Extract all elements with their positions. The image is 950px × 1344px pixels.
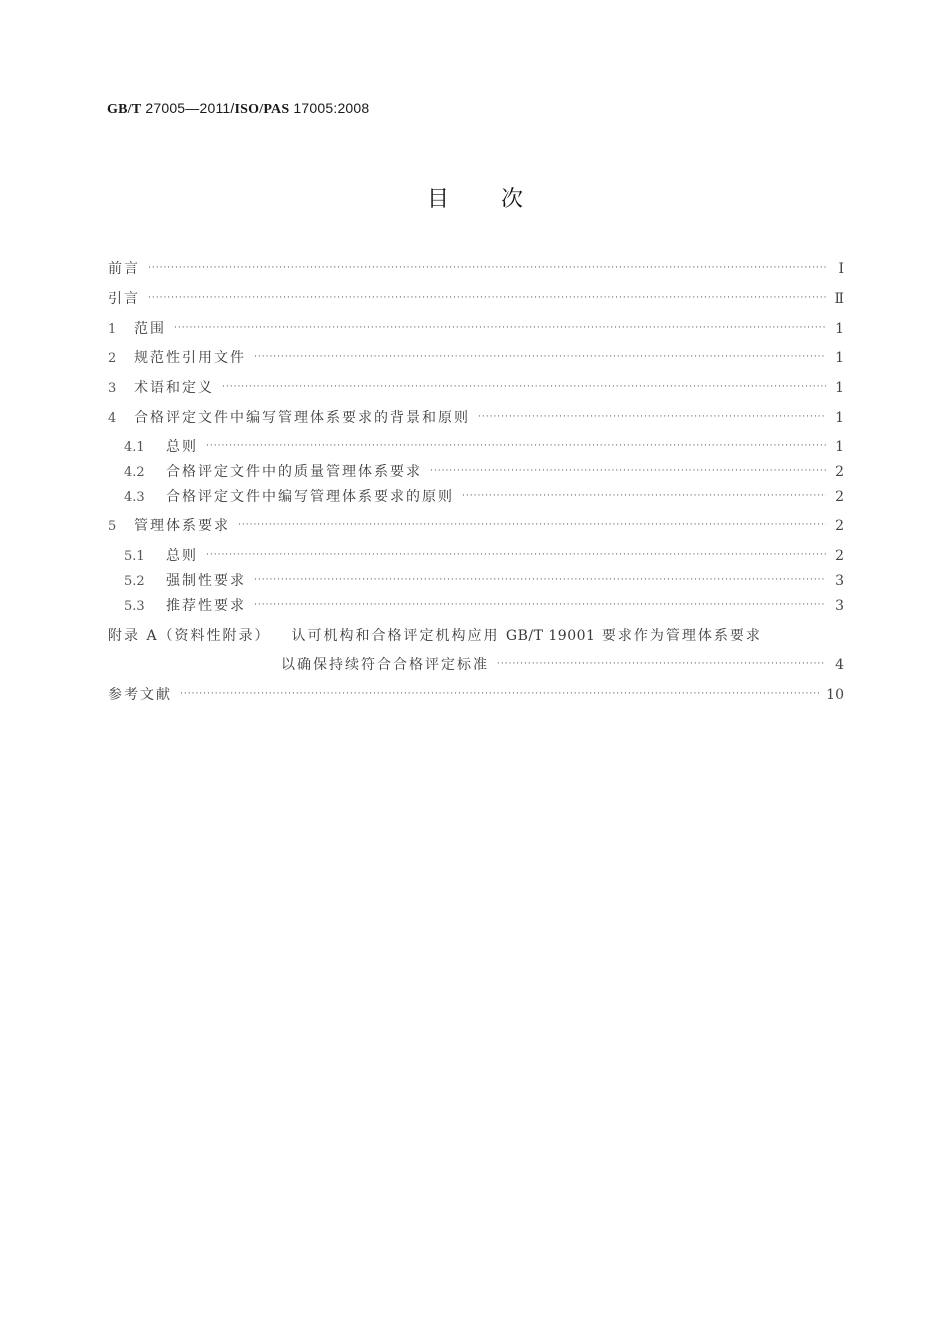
toc-leader-dots xyxy=(238,520,826,530)
toc-leader-dots xyxy=(430,466,826,476)
standard-number: 27005—2011/ xyxy=(145,100,235,116)
toc-entry-page: 2 xyxy=(835,464,844,480)
toc-entry-page: Ⅰ xyxy=(838,261,844,277)
toc-entry-page: 1 xyxy=(835,321,844,337)
toc-entry-section-3[interactable] xyxy=(108,377,844,399)
toc-entry-section-4[interactable] xyxy=(108,407,844,429)
iso-number: 17005:2008 xyxy=(293,100,370,116)
toc-entry-label: 强制性要求 xyxy=(166,573,246,589)
toc-entry-label: 合格评定文件中编写管理体系要求的原则 xyxy=(166,489,454,505)
toc-entry-page: 2 xyxy=(835,518,844,534)
toc-leader-dots xyxy=(497,659,826,669)
toc-leader-dots xyxy=(478,412,826,422)
toc-entry-section-5-1[interactable] xyxy=(108,545,844,567)
toc-entry-number: 4 xyxy=(108,411,117,426)
toc-leader-dots xyxy=(148,293,826,303)
toc-entry-label: 推荐性要求 xyxy=(166,598,246,614)
toc-entry-page: Ⅱ xyxy=(834,291,844,307)
toc-entry-number: 4.1 xyxy=(124,440,145,455)
toc-entry-page: 3 xyxy=(835,598,844,614)
toc-entry-page: 10 xyxy=(826,687,844,703)
toc-leader-dots xyxy=(180,689,820,699)
toc-entry-page: 1 xyxy=(835,380,844,396)
toc-entry-number: 2 xyxy=(108,351,117,366)
toc-entry-section-4-1[interactable] xyxy=(108,436,844,458)
toc-entry-number: 5.3 xyxy=(124,599,145,614)
toc-entry-section-5[interactable] xyxy=(108,515,844,537)
toc-leader-dots xyxy=(254,600,826,610)
toc-entry-page: 3 xyxy=(835,573,844,589)
toc-entry-number: 5 xyxy=(108,519,117,534)
toc-entry-page: 2 xyxy=(835,489,844,505)
toc-title-char-2: 次 xyxy=(501,187,524,212)
toc-leader-dots xyxy=(462,491,826,501)
toc-entry-label: 规范性引用文件 xyxy=(134,350,246,366)
toc-title-char-1: 目 xyxy=(426,187,449,212)
toc-leader-dots xyxy=(206,441,826,451)
toc-entry-label: 总则 xyxy=(166,439,198,455)
toc-leader-dots xyxy=(254,575,826,585)
toc-entry-number: 5.1 xyxy=(124,549,145,564)
toc-entry-label: 前言 xyxy=(108,261,140,277)
toc-entry-label: 合格评定文件中编写管理体系要求的背景和原则 xyxy=(134,410,470,426)
toc-entry-number: 1 xyxy=(108,322,117,337)
appendix-prefix: 附录 A（资料性附录） xyxy=(108,628,271,644)
toc-entry-label: 引言 xyxy=(108,291,140,307)
toc-entry-section-4-3[interactable] xyxy=(108,486,844,508)
toc-entry-foreword[interactable] xyxy=(108,258,844,280)
toc-entry-number: 4.3 xyxy=(124,490,145,505)
toc-leader-dots xyxy=(174,323,826,333)
appendix-title-part-2: 要求作为管理体系要求 xyxy=(601,628,762,644)
toc-entry-section-5-2[interactable] xyxy=(108,570,844,592)
toc-entry-page: 1 xyxy=(835,439,844,455)
toc-entry-number: 3 xyxy=(108,381,117,396)
appendix-title-part-1: 认可机构和合格评定机构应用 xyxy=(291,628,500,644)
toc-entry-section-2[interactable] xyxy=(108,347,844,369)
standard-prefix: GB/T xyxy=(107,102,142,117)
toc-entry-page: 1 xyxy=(835,350,844,366)
toc-entry-section-5-3[interactable] xyxy=(108,595,844,617)
toc-entry-section-4-2[interactable] xyxy=(108,461,844,483)
appendix-title-standard: GB/T 19001 xyxy=(505,628,596,644)
toc-entry-number: 4.2 xyxy=(124,465,145,480)
toc-entry-label: 管理体系要求 xyxy=(134,518,230,534)
toc-entry-label: 参考文献 xyxy=(108,687,172,703)
iso-prefix: ISO/PAS xyxy=(234,102,290,117)
standard-number-header xyxy=(107,100,369,118)
toc-entry-introduction[interactable] xyxy=(108,288,844,310)
toc-entry-page: 2 xyxy=(835,548,844,564)
toc-entry-appendix-a[interactable] xyxy=(281,654,844,676)
toc-entry-section-1[interactable] xyxy=(108,318,844,340)
toc-entry-page: 4 xyxy=(835,657,844,673)
toc-entry-label: 术语和定义 xyxy=(134,380,214,396)
toc-entry-label: 以确保持续符合合格评定标准 xyxy=(281,657,489,673)
toc-leader-dots xyxy=(222,382,826,392)
toc-leader-dots xyxy=(148,263,826,273)
toc-entry-appendix-a-title[interactable] xyxy=(108,625,762,645)
toc-entry-number: 5.2 xyxy=(124,574,145,589)
toc-leader-dots xyxy=(254,352,826,362)
toc-entry-bibliography[interactable] xyxy=(108,684,844,706)
toc-leader-dots xyxy=(206,550,826,560)
toc-entry-page: 1 xyxy=(835,410,844,426)
toc-entry-label: 总则 xyxy=(166,548,198,564)
toc-entry-label: 范围 xyxy=(134,321,166,337)
toc-entry-label: 合格评定文件中的质量管理体系要求 xyxy=(166,464,422,480)
toc-title xyxy=(0,182,950,213)
